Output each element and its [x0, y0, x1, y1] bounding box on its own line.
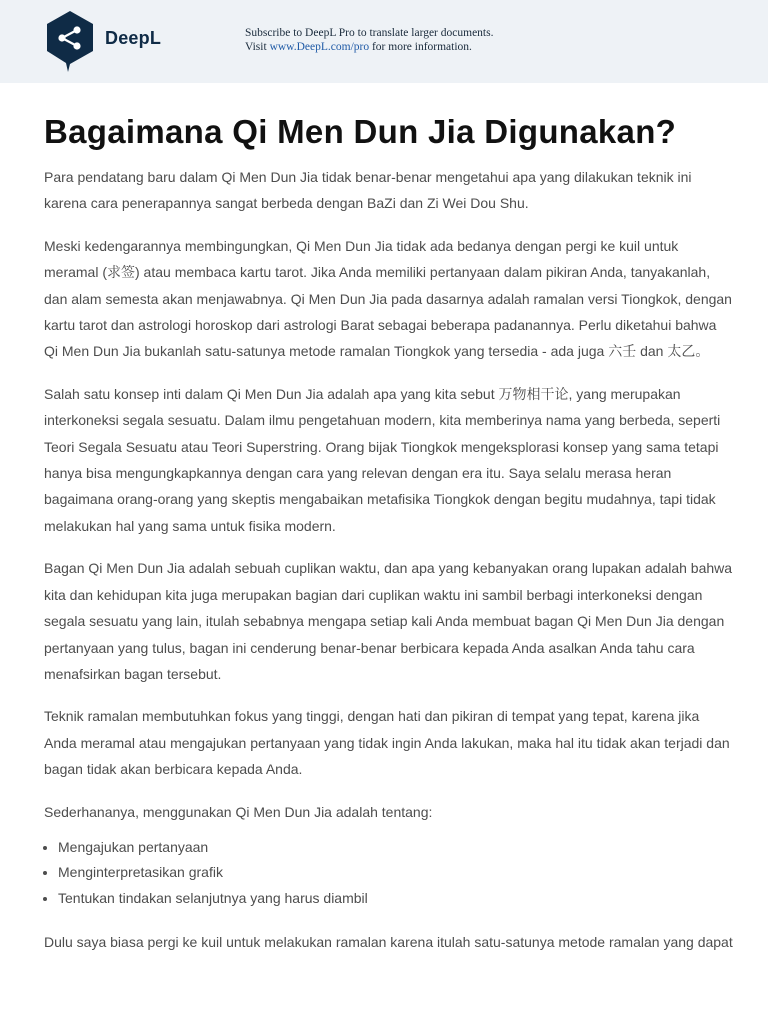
steps-list: [44, 835, 734, 912]
promo-after: for more information.: [369, 41, 472, 53]
promo-line-1: Subscribe to DeepL Pro to translate larger documents.: [245, 27, 494, 39]
deepl-pro-link[interactable]: www.DeepL.com/pro: [269, 41, 370, 53]
list-item: • Menginterpretasikan grafik: [58, 860, 734, 886]
list-item: • Tentukan tindakan selanjutnya yang harus diambil: [58, 886, 734, 912]
promo-text: [245, 26, 493, 54]
article: [44, 108, 734, 972]
deepl-hexagon-icon: [44, 9, 96, 73]
paragraph-summary: Sederhananya, menggunakan Qi Men Dun Jia adalah tentang:: [44, 803, 433, 820]
deepl-banner: [0, 0, 768, 83]
paragraph-chart-snapshot: Bagan Qi Men Dun Jia adalah sebuah cuplikan waktu, dan apa yang kebanyakan orang lupakan adalah bahwa kita dan kehidupan kita juga merupakan bagian dari cuplikan waktu ini sambil berbagi interkoneksi dengan segala sesuatu yang lain, itulah sebabnya mengapa setiap kali Anda membuat bagan Qi Men Dun Jia dengan pertanyaan yang tulus, bagan ini cenderung benar-benar berbicara kepada Anda asalkan Anda tahu cara menafsirkan bagan tersebut.: [44, 560, 733, 682]
paragraph-closing: Dulu saya biasa pergi ke kuil untuk melakukan ramalan karena itulah satu-satunya metode ramalan yang dapat: [44, 934, 733, 951]
deepl-logo[interactable]: [44, 9, 161, 73]
paragraph-temple: Meski kedengarannya membingungkan, Qi Men Dun Jia tidak ada bedanya dengan pergi ke kuil untuk meramal (求签) atau membaca kartu tarot. Jika Anda memiliki pertanyaan dalam pikiran Anda, tanyakanlah, dan alam semesta akan menjawabnya. Qi Men Dun Jia pada dasarnya adalah ramalan versi Tiongkok, dengan kartu tarot dan astrologi horoskop dari astrologi Barat sebagai beberapa padanannya. Perlu diketahui bahwa Qi Men Dun Jia bukanlah satu-satunya metode ramalan Tiongkok yang tersedia - ada juga 六壬 dan 太乙。: [44, 237, 732, 360]
paragraph-intro: Para pendatang baru dalam Qi Men Dun Jia tidak benar-benar mengetahui apa yang dilakukan teknik ini karena cara penerapannya sangat berbeda dengan BaZi dan Zi Wei Dou Shu.: [44, 169, 692, 212]
logo-text: DeepL: [105, 27, 162, 48]
paragraph-interconnection: Salah satu konsep inti dalam Qi Men Dun Jia adalah apa yang kita sebut 万物相干论, yang merupakan interkoneksi segala sesuatu. Dalam ilmu pengetahuan modern, kita memberinya nama yang berbeda, seperti Teori Segala Sesuatu atau Teori Superstring. Orang bijak Tiongkok mengeksplorasi konsep yang sama tetapi hanya bisa mengungkapkannya dengan cara yang relevan dengan era itu. Saya selalu merasa heran bagaimana orang-orang yang skeptis mengabaikan metafisika Tiongkok dengan begitu mudahnya, tapi tidak melakukan hal yang sama untuk fisika modern.: [44, 385, 721, 534]
promo-line-2: [245, 40, 493, 54]
article-title: Bagaimana Qi Men Dun Jia Digunakan?: [44, 113, 677, 150]
paragraph-focus: Teknik ramalan membutuhkan fokus yang tinggi, dengan hati dan pikiran di tempat yang tepat, karena jika Anda meramal atau mengajukan pertanyaan yang tidak ingin Anda lakukan, maka hal itu tidak akan terjadi dan bagan tidak akan berbicara kepada Anda.: [44, 708, 730, 778]
promo-visit: Visit: [245, 41, 270, 53]
list-item: • Mengajukan pertanyaan: [58, 835, 734, 861]
